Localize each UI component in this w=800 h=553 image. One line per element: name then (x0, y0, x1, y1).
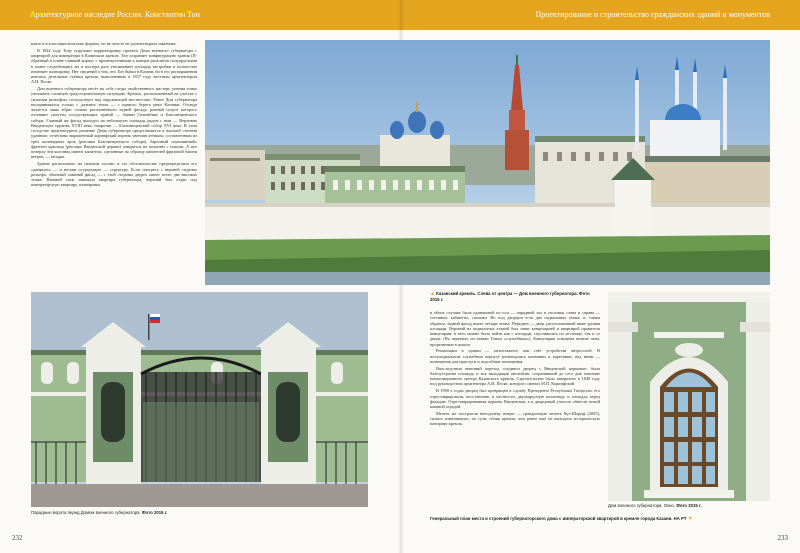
plan-caption-text: Генеральный план места и строений губернаторского дома с императорской квартирой в кремле города Казани. (430, 516, 673, 521)
right-text-column (430, 310, 600, 515)
page-number-right: 233 (777, 534, 788, 542)
gate-photo (31, 292, 368, 507)
paragraph: в обоих случаях была одинаковой по оси — парадный зал и столовая, слева и справа — гостиные, кабинеты, спальни. Но под дворцом есть два подвальных этажа, и, таким образом, задний фасад имеет четыре этажа. Переднее — двор, расположенный ниже уровня площади. Верхний из подвальных этажей был занят канцелярией и квартирой правителя канцелярии; в него можно было войти как с площади, спустившись по лестнице, так и со двора. (На чертежах он назван Тоном «служебным»). Канцелярия освещена низкие окна, прорезанные в цоколе. (430, 310, 600, 347)
header-left-title: Архитектурное наследие России. Константин Тон (30, 10, 200, 19)
kremlin-caption (430, 291, 600, 303)
paragraph: Здание расположено на сильном склоне, и это обстоятельство предопределило его «двоякую» — и весьма остроумную — структуру. Если смотреть с верхней стороны рельефа, обычный главный фасад — с этой стороны двурех имеет всего два высоких этажа. Нижний этаж занимала квартира губернатора, верхний был отдан под императорскую квартиру, планировка (31, 161, 197, 188)
header-left (0, 0, 400, 30)
paragraph: Впоследствии внешний переход соединил дворец с Введенской церковью: была благоустроена площадь и вся выходящая ансамблю, сохранивший до сего дня значение композиционного центра Казанского кремля. Строительство было завершено в 1848 году под руководством архитектора А.И. Песке, которого сменил М.П. Коринфский. (430, 365, 600, 387)
window-caption-text: Дом военного губернатора. Окно. (608, 503, 675, 508)
gate-caption-credit: Фото 2015 г. (141, 510, 168, 515)
paragraph: Мечеть же построили неподалёку новую — грандиозную мечеть Кул-Шариф (2005), сильно изменившую, по сути, облик кремля, чем ранее ещё не выходила историческую панораму кремля. (430, 410, 600, 427)
paragraph: В 1842 году Тону поручают корректировку проекта Дома военного губернатора с квартирой для императора в Казанском кремле. Тон сохраняет конфигурацию здания (П-образный в плане главный корпус с промежуточными к концам ризалитов полукруглыми в плане служебными), но в полтора раза увеличивает площадь застройки и полностью изменяет планировку. Нет сведений о том, что Тон бывал в Казани, но в его распоряжении имелись детальные съёмки кремля, выполненные в 1837 году местным архитектором А.И. Песке. (31, 47, 197, 85)
kremlin-caption-text: Казанский кремль. Слева от центра — Дом военного губернатора. (436, 291, 578, 296)
left-text-column (31, 41, 197, 286)
header-right (400, 0, 800, 30)
triangle-marker-icon: ▼ (687, 516, 693, 522)
plan-caption-credit: НА РТ (673, 516, 687, 521)
kremlin-caption-credit: Фото 2015 г. (430, 291, 590, 303)
paragraph: В 1990-х годах дворец был превращён в службу Президента Республики Татарстан: его отреставрировали, восстановив, в частности, двухъярусную колоннаду и площадь перед фасадом. Отреставрированная церковь Введенская, а в дворцовый участок обнесли новой кованой оградой. (430, 388, 600, 410)
paragraph: Дом военного губернатора несёт на себе следы свойственного мастеру умения тонко учитывать сложную градостроительную ситуацию. Кремль, расположенный на участке с сильным рельефом, господствует над окружающей местностью. Ранее Дом губернатора воспринимался только с дальних точек — с правого берега реки Казанки. Отсюда читается лишь абрис сильно расчленённого задней фасада, ровный силуэт которого оттеняют силуэты соседствующих зданий — башни Сююмбике и Благовещенского собора. Главный же фасад выходил на небольшую площадь рядом с ним — Верхнюю Введенскую церковь XVIII века, напротив — Благовещенский собор XVI века. В этом соседстве архитектурное решение Дома губернатора представляется в высшей степени удачным: отчётливо выраженный коринфский портик увенчан аттиком, составленным из трёх килевидных арок (реплика Благовещенского собора), барочный «кувшинный» фронтон крыльца (реплика Введенской церкви) опирается на колонны с поясом. А вот поверху эти колонны имеют капители, сделанные по образцу капителей фризовой башни ветров, — загадка. (31, 86, 197, 160)
kremlin-panorama-photo (205, 40, 770, 285)
window-photo (608, 292, 770, 501)
paragraph: Решающим в здании — пятиэтажное, как счёт устройства антресолей. В полуподвальном служебном корпусе размещались конюшни и каретники, над ними — помещения для прислуги и подсобные помещения. (430, 348, 600, 364)
paragraph: конте и в классицистических формах, но не чем-то не удовлетворяла заказчика. (31, 41, 177, 46)
plan-caption (430, 516, 775, 522)
page-number-left: 232 (12, 534, 23, 542)
gate-caption (31, 510, 368, 515)
header-right-title: Проектирование и строительство гражданских зданий и монументов (535, 10, 770, 19)
window-caption-credit: Фото 2015 г. (676, 503, 702, 508)
triangle-marker-icon: ▲ (430, 291, 435, 297)
window-caption (608, 503, 773, 508)
gate-caption-text: Парадные ворота перед Домом военного губернатора. (31, 510, 141, 515)
